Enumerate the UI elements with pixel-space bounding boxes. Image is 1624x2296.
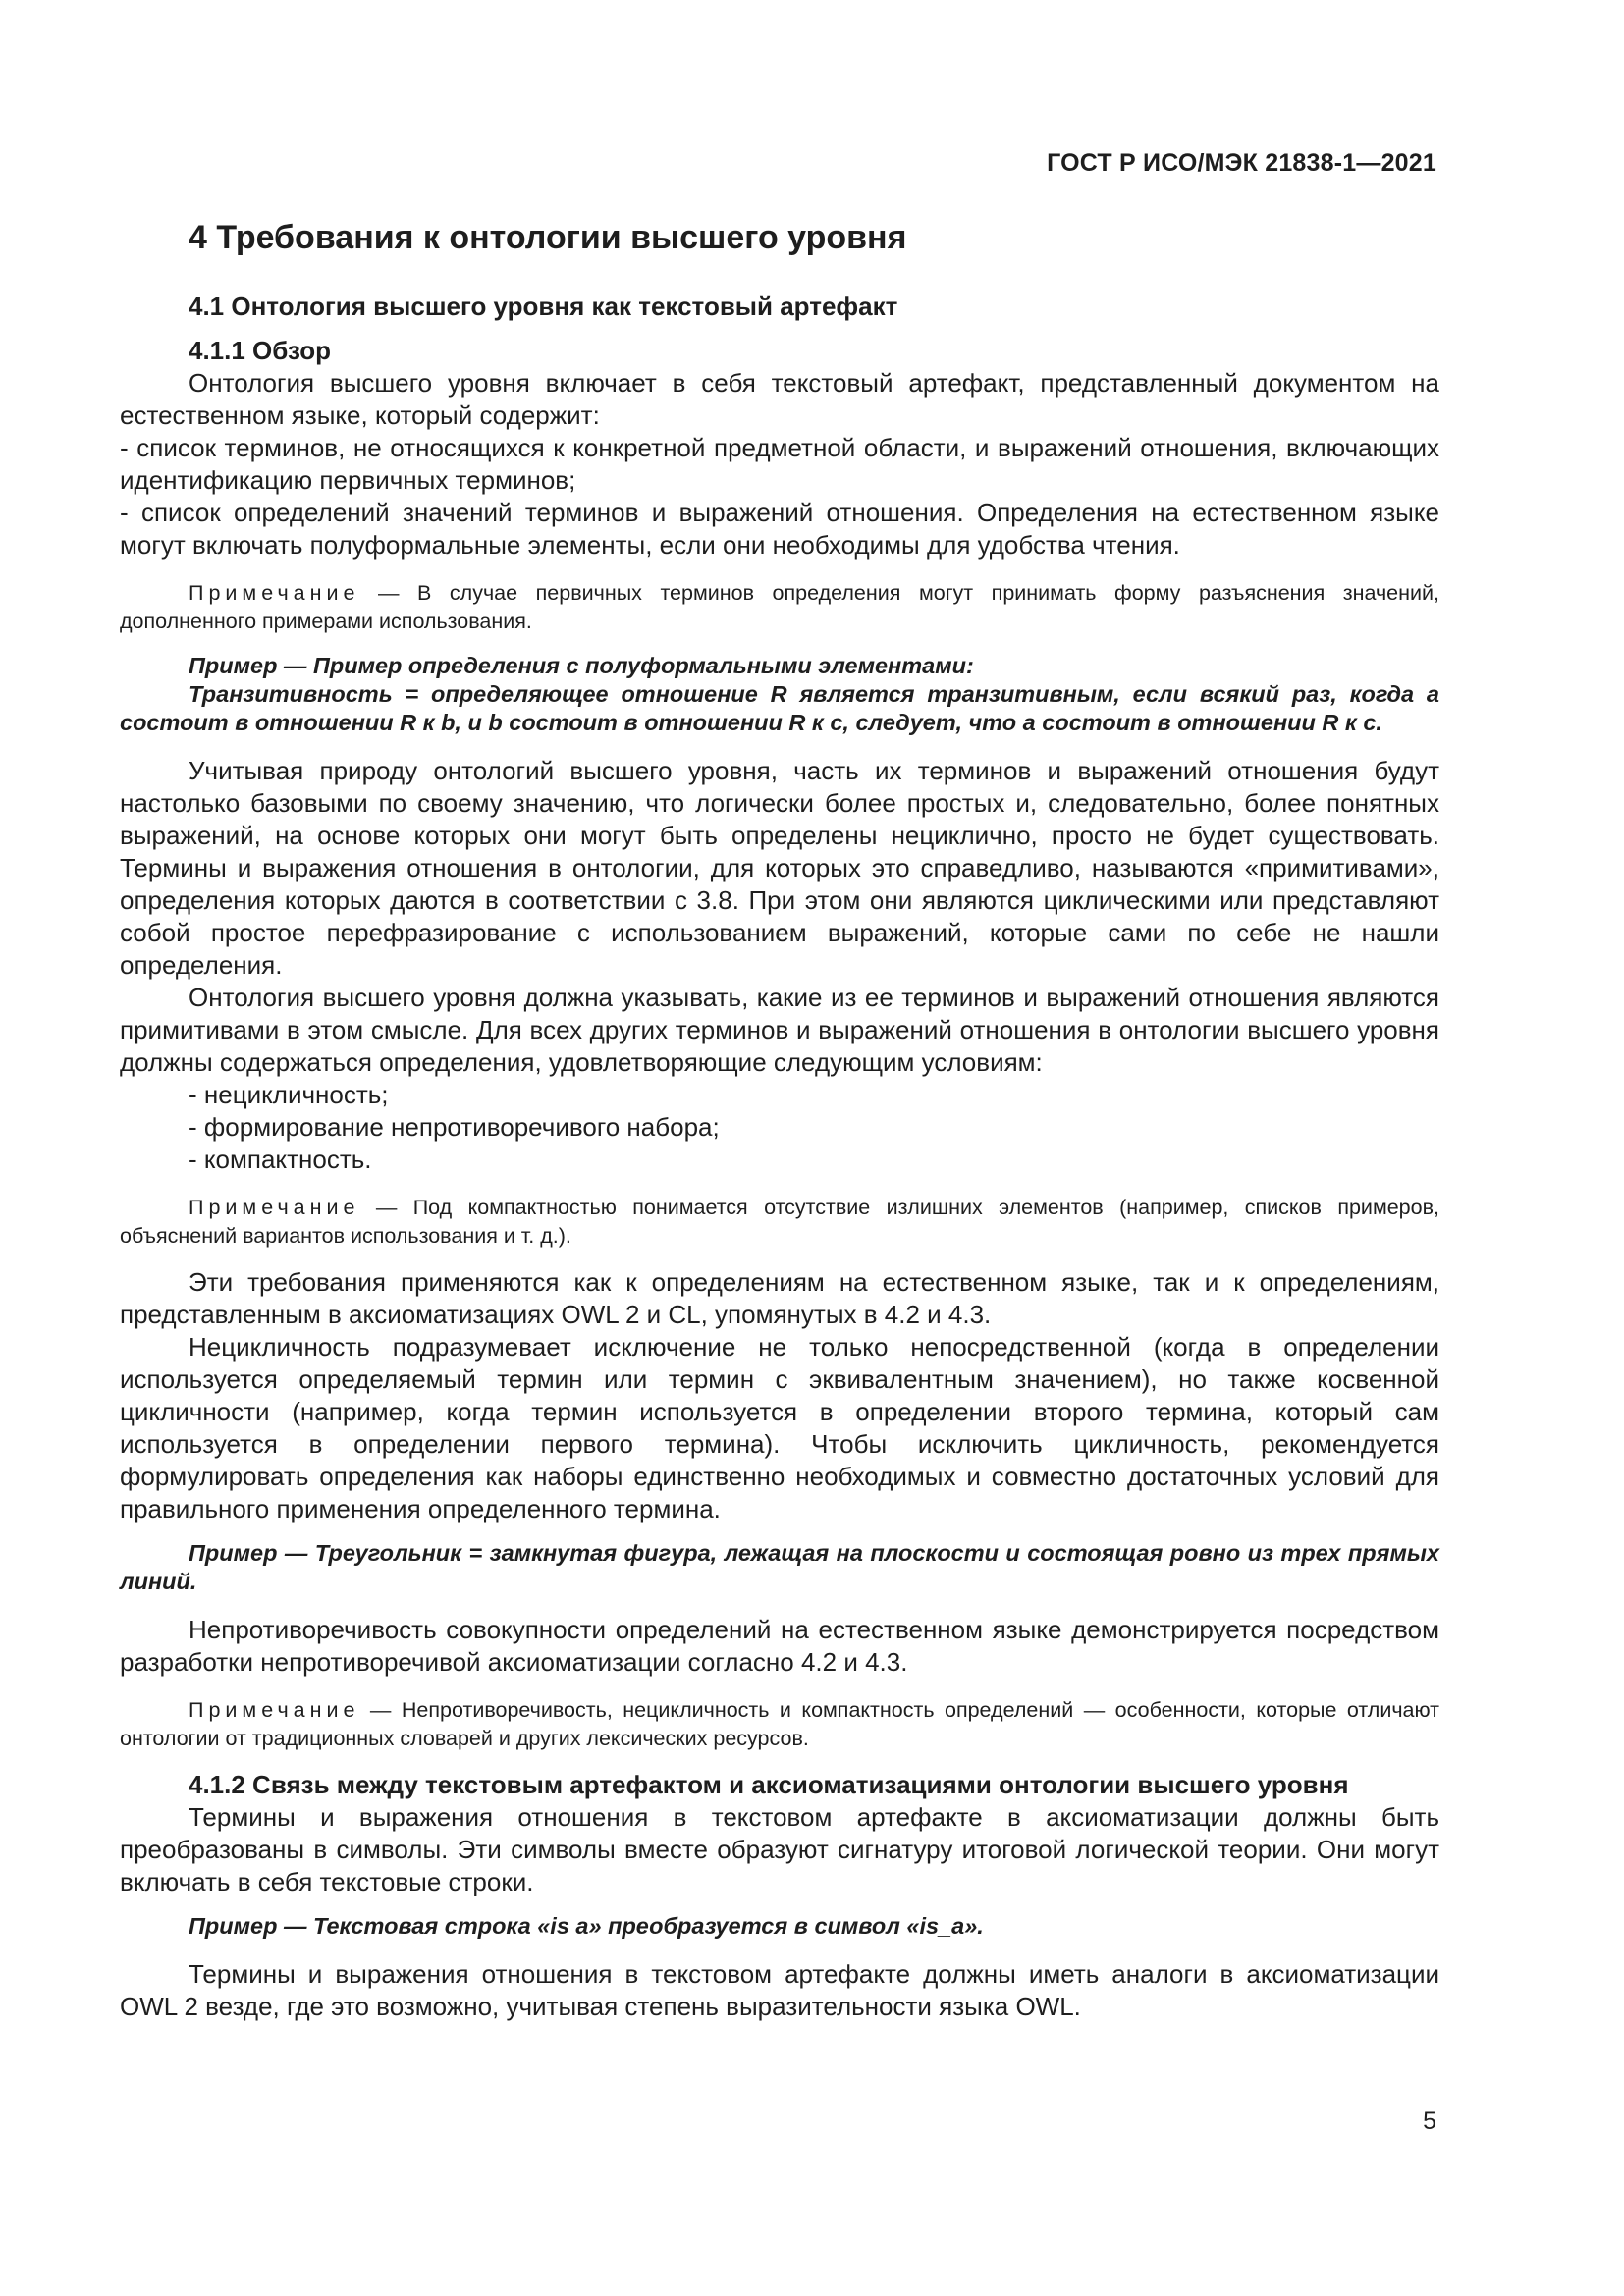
paragraph: Эти требования применяются как к определениям на естественном языке, так и к определениям, представленным в аксиоматизациях OWL 2 и CL, упомянутых в 4.2 и 4.3. [120,1267,1439,1329]
note-label: Примечание [189,581,360,605]
example-block [120,1912,1439,1941]
paragraph: Нецикличность подразумевает исключение не только непосредственной (когда в определении используется определяемый термин или термин с эквивалентным значением), но также косвенной цикличности (например, когда термин используется в определении второго термина, который сам используется в определении первого термина). Чтобы исключить цикличность, рекомендуется формулировать определения как наборы единственно необходимых и совместно достаточных условий для правильного применения определенного термина. [120,1332,1439,1523]
page-content [120,218,1439,2023]
section-4-1-title: 4.1 Онтология высшего уровня как текстовый артефакт [189,292,898,321]
paragraph: Термины и выражения отношения в текстовом артефакте должны иметь аналоги в аксиоматизации OWL 2 везде, где это возможно, учитывая степень выразительности языка OWL. [120,1959,1439,2021]
example-block [120,1539,1439,1596]
note-text: — В случае первичных терминов определения могут принимать форму разъяснения значений, дополненного примерами использования. [120,581,1439,633]
example-text: Транзитивность = определяющее отношение R является транзитивным, если всякий раз, когда a состоит в отношении R к b, и b состоит в отношении R к c, следует, что a состоит в отношении R к c. [120,681,1439,735]
note [120,579,1439,636]
page-number: 5 [1423,2108,1436,2135]
list-item: - компактность. [189,1145,372,1174]
paragraph: Онтология высшего уровня включает в себя текстовый артефакт, представленный документом на естественном языке, который содержит: [120,368,1439,430]
paragraph: Онтология высшего уровня должна указывать, какие из ее терминов и выражений отношения являются примитивами в этом смысле. Для всех других терминов и выражений отношения в онтологии высшего уровня должны содержаться определения, удовлетворяющие следующим условиям: [120,983,1439,1077]
list-item: - нецикличность; [189,1080,389,1109]
example-text: Пример — Треугольник = замкнутая фигура, лежащая на плоскости и состоящая ровно из трех прямых линий. [120,1540,1439,1594]
example-text: Пример — Текстовая строка «is a» преобразуется в символ «is_a». [189,1913,984,1939]
list-item: - список определений значений терминов и выражений отношения. Определения на естественном языке могут включать полуформальные элементы, если они необходимы для удобства чтения. [120,498,1439,560]
note-label: Примечание [189,1698,360,1722]
section-4-1-2-title: 4.1.2 Связь между текстовым артефактом и аксиоматизациями онтологии высшего уровня [189,1770,1349,1799]
note-label: Примечание [189,1196,360,1219]
paragraph: Учитывая природу онтологий высшего уровня, часть их терминов и выражений отношения будут настолько базовыми по своему значению, что логически более простых и, следовательно, более понятных выражений, на основе которых они могут быть определены нециклично, просто не будет существовать. Термины и выражения отношения в онтологии, для которых это справедливо, называются «примитивами», определения которых даются в соответствии с 3.8. При этом они являются циклическими или представляют собой простое перефразирование с использованием выражений, которые сами по себе не нашли определения. [120,756,1439,980]
note-text: — Непротиворечивость, нецикличность и компактность определений — особенности, которые отличают онтологии от традиционных словарей и других лексических ресурсов. [120,1698,1439,1750]
list-item: - формирование непротиворечивого набора; [189,1112,720,1142]
note-text: — Под компактностью понимается отсутствие излишних элементов (например, списков примеров, объяснений вариантов использования и т. д.). [120,1196,1439,1248]
note [120,1696,1439,1753]
example-title: Пример — Пример определения с полуформальными элементами: [189,653,974,678]
section-4-1-1-title: 4.1.1 Обзор [189,336,332,365]
list-item: - список терминов, не относящихся к конкретной предметной области, и выражений отношения, включающих идентификацию первичных терминов; [120,433,1439,495]
example-block [120,652,1439,737]
paragraph: Термины и выражения отношения в текстовом артефакте в аксиоматизации должны быть преобразованы в символы. Эти символы вместе образуют сигнатуру итоговой логической теории. Они могут включать в себя текстовые строки. [120,1802,1439,1896]
paragraph: Непротиворечивость совокупности определений на естественном языке демонстрируется посредством разработки непротиворечивой аксиоматизации согласно 4.2 и 4.3. [120,1615,1439,1677]
standard-header: ГОСТ Р ИСО/МЭК 21838-1—2021 [1047,149,1436,177]
note [120,1194,1439,1251]
section-4-title: 4 Требования к онтологии высшего уровня [189,219,907,256]
